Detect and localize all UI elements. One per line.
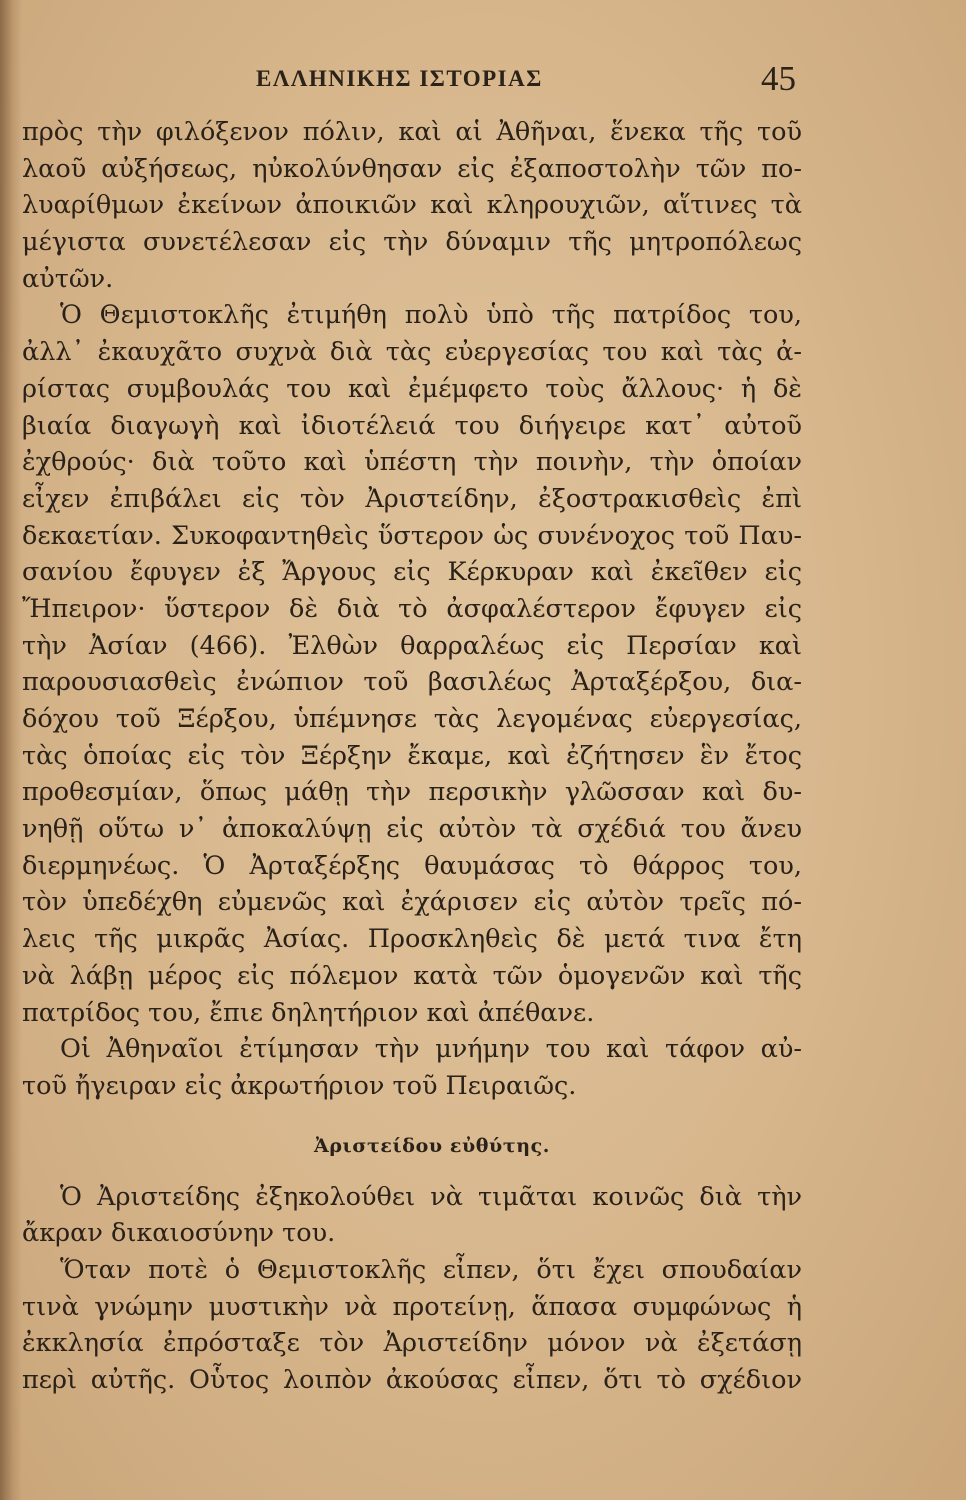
section-title — [22, 1105, 802, 1179]
text-line: μέγιστα συνετέλεσαν εἰς τὴν δύναμιν τῆς μητροπόλεως — [22, 227, 802, 258]
text-line: ἐχθρούς· διὰ τοῦτο καὶ ὑπέστη τὴν ποινὴν, τὴν ὁποίαν — [22, 447, 802, 478]
text-line: ἐκκλησία ἐπρόσταξε τὸν Ἀριστείδην μόνον νὰ ἐξετάσῃ — [22, 1328, 802, 1359]
text-line: Ὁ Ἀριστείδης ἐξηκολούθει νὰ τιμᾶται κοινῶς διὰ τὴν — [60, 1181, 802, 1212]
text-line: αὐτῶν. — [22, 263, 114, 294]
text-line: Ὁ Θεμιστοκλῆς ἐτιμήθη πολὺ ὑπὸ τῆς πατρίδος του, — [60, 300, 802, 331]
text-line: προθεσμίαν, ὅπως μάθῃ τὴν περσικὴν γλῶσσαν καὶ δυ- — [22, 777, 802, 808]
text-line: ρίστας συμβουλάς του καὶ ἐμέμφετο τοὺς ἄλλους· ἡ δὲ — [22, 373, 802, 404]
body-text — [22, 114, 802, 1399]
text-line: ἄκραν δικαιοσύνην του. — [22, 1218, 336, 1249]
page-number: 45 — [761, 59, 796, 98]
text-line: λυαρίθμων ἐκείνων ἀποικιῶν καὶ κληρουχιῶν, αἵτινες τὰ — [22, 190, 802, 221]
text-line: δεκαετίαν. Συκοφαντηθεὶς ὕστερον ὡς συνένοχος τοῦ Παυ- — [22, 520, 802, 551]
text-line: νηθῇ οὕτω ν᾿ ἀποκαλύψῃ εἰς αὐτὸν τὰ σχέδιά του ἄνευ — [22, 814, 802, 845]
text-line: τὰς ὁποίας εἰς τὸν Ξέρξην ἔκαμε, καὶ ἐζήτησεν ἓν ἔτος — [22, 740, 802, 771]
text-line: Ἤπειρον· ὕστερον δὲ διὰ τὸ ἀσφαλέστερον ἔφυγεν εἰς — [22, 593, 802, 624]
text-line: Ὅταν ποτὲ ὁ Θεμιστοκλῆς εἶπεν, ὅτι ἔχει σπουδαίαν — [60, 1254, 802, 1285]
text-line: πρὸς τὴν φιλόξενον πόλιν, καὶ αἱ Ἀθῆναι, ἕνεκα τῆς τοῦ — [22, 117, 802, 147]
text-line: τοῦ ἤγειραν εἰς ἀκρωτήριον τοῦ Πειραιῶς. — [22, 1070, 577, 1101]
text-line: λαοῦ αὐξήσεως, ηὐκολύνθησαν εἰς ἐξαποστολὴν τῶν πο- — [22, 153, 802, 184]
text-line: τὸν ὑπεδέχθη εὐμενῶς καὶ ἐχάρισεν εἰς αὐτὸν τρεῖς πό- — [22, 887, 802, 918]
text-line: εἶχεν ἐπιβάλει εἰς τὸν Ἀριστείδην, ἐξοστρακισθεὶς ἐπὶ — [22, 483, 802, 514]
text-line: σανίου ἔφυγεν ἐξ Ἄργους εἰς Κέρκυραν καὶ ἐκεῖθεν εἰς — [22, 557, 802, 588]
page-edge-shadow — [0, 0, 22, 1500]
text-line: διερμηνέως. Ὁ Ἀρταξέρξης θαυμάσας τὸ θάρρος του, — [22, 850, 802, 881]
text-line: παρουσιασθεὶς ἐνώπιον τοῦ βασιλέως Ἀρταξέρξου, δια- — [22, 667, 802, 698]
text-line: τινὰ γνώμην μυστικὴν νὰ προτείνῃ, ἅπασα συμφώνως ἡ — [22, 1291, 802, 1322]
page-header — [0, 59, 966, 102]
text-line: περὶ αὐτῆς. Οὗτος λοιπὸν ἀκούσας εἶπεν, ὅτι τὸ σχέδιον — [22, 1365, 802, 1395]
section-title-text: Ἀριστείδου εὐθύτης. — [313, 1134, 551, 1157]
running-head: ΕΛΛΗΝΙΚΗΣ ΙΣΤΟΡΙΑΣ — [256, 66, 543, 91]
text-line: νὰ λάβῃ μέρος εἰς πόλεμον κατὰ τῶν ὁμογενῶν καὶ τῆς — [22, 960, 802, 991]
text-line: βιαία διαγωγὴ καὶ ἰδιοτέλειά του διήγειρε κατ᾿ αὐτοῦ — [22, 410, 802, 441]
text-line: Οἱ Ἀθηναῖοι ἐτίμησαν τὴν μνήμην του καὶ τάφον αὐ- — [60, 1034, 802, 1065]
text-line: λεις τῆς μικρᾶς Ἀσίας. Προσκληθεὶς δὲ μετά τινα ἔτη — [22, 924, 802, 955]
text-line: ἀλλ᾿ ἐκαυχᾶτο συχνὰ διὰ τὰς εὐεργεσίας του καὶ τὰς ἀ- — [22, 337, 802, 368]
text-line: δόχου τοῦ Ξέρξου, ὑπέμνησε τὰς λεγομένας εὐεργεσίας, — [22, 704, 802, 734]
text-line: πατρίδος του, ἔπιε δηλητήριον καὶ ἀπέθανε. — [22, 997, 595, 1028]
text-line: τὴν Ἀσίαν (466). Ἐλθὼν θαρραλέως εἰς Περσίαν καὶ — [22, 630, 802, 661]
